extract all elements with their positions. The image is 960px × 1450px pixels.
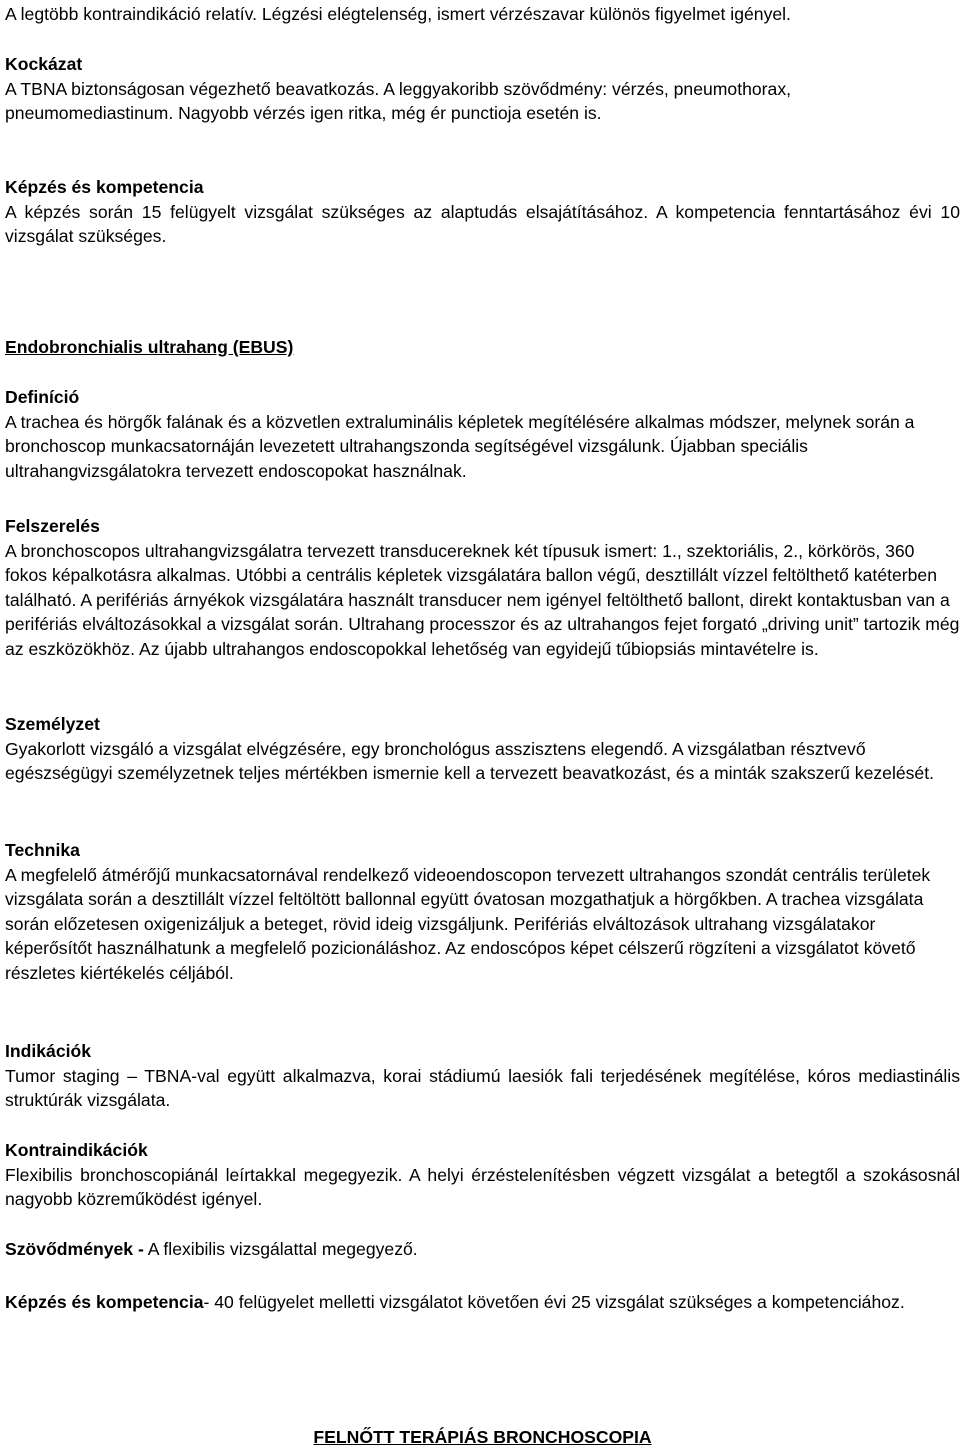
ebus-title-text: Endobronchialis ultrahang (EBUS) (5, 337, 294, 357)
technika-text: A megfelelő átmérőjű munkacsatornával rendelkező videoendoscopon tervezett ultrahangos szondát centrális területek vizsgálata során a desztillált vízzel feltöltött ballonnal együtt óvatosan mozgathatjuk a hörgőkben. A trachea vizsgálata során előzetesen oxigenizáljuk a beteget, rövid ideig vizsgáljunk. Perifériás elváltozások ultrahang vizsgálatakor képerősítőt használhatunk a megfelelő pozicionáláshoz. Az endoscópos képet célszerű rögzíteni a vizsgálatot követő részletes kiértékelés céljából. (5, 864, 931, 983)
technika-section (5, 838, 960, 986)
kepzes-text: A képzés során 15 felügyelt vizsgálat szükséges az alaptudás elsajátításához. A kompetencia fenntartásához évi 10 vizsgálat szükséges. (5, 201, 960, 247)
definicio-heading: Definíció (5, 387, 80, 407)
next-section-title (5, 1425, 960, 1450)
kontraindikaciok-text: Flexibilis bronchoscopiánál leírtakkal megegyezik. A helyi érzéstelenítésben végzett vizsgálat a betegtől a szokásosnál nagyobb közreműködést igényel. (5, 1164, 960, 1210)
felszereles-section (5, 514, 960, 662)
definicio-text: A trachea és hörgők falának és a közvetlen extraluminális képletek megítélésére alkalmas módszer, melynek során a bronchoscop munkacsatornáján levezetett ultrahangszonda segítségével vizsgálunk. Újabban speciális ultrahangvizsgálatokra tervezett endoscopokat használnak. (5, 411, 915, 481)
szemelyzet-section (5, 712, 960, 786)
szovodmenyek-section (5, 1237, 960, 1262)
kepzes2-text: - 40 felügyelet melletti vizsgálatot követően évi 25 vizsgálat szükséges a kompetenciához. (203, 1292, 905, 1312)
szovodmenyek-text: A flexibilis vizsgálattal megegyező. (143, 1239, 418, 1259)
kepzes-heading: Képzés és kompetencia (5, 177, 204, 197)
szemelyzet-heading: Személyzet (5, 714, 100, 734)
ebus-title (5, 335, 960, 360)
felszereles-heading: Felszerelés (5, 516, 100, 536)
technika-heading: Technika (5, 840, 80, 860)
indikaciok-text: Tumor staging – TBNA-val együtt alkalmazva, korai stádiumú laesiók fali terjedésének megítélése, kóros mediastinális struktúrák vizsgálata. (5, 1065, 960, 1111)
intro-text: A legtöbb kontraindikáció relatív. Légzési elégtelenség, ismert vérzészavar különös figyelmet igényel. (5, 4, 791, 24)
felszereles-text: A bronchoscopos ultrahangvizsgálatra tervezett transducereknek két típusuk ismert: 1., szektoriális, 2., körkörös, 360 fokos képalkotásra alkalmas. Utóbbi a centrális képletek vizsgálatára ballon végű, desztillált vízzel feltölthető katéterben található. A perifériás árnyékok vizsgálatára használt transducer nem igényel feltölthető ballont, direkt kontaktusban van a perifériás elváltozásokkal a vizsgálat során. Ultrahang processzor és az ultrahangos fejet forgató „driving unit” tartozik még az eszközökhöz. Az újabb ultrahangos endoscopokkal lehetőség van egyidejű tűbiopsiás mintavételre is. (5, 540, 960, 659)
definicio-section (5, 385, 960, 483)
kockazat-section (5, 52, 960, 126)
kontraindikaciok-heading: Kontraindikációk (5, 1140, 148, 1160)
szovodmenyek-heading: Szövődmények - (5, 1239, 144, 1259)
intro-paragraph (5, 2, 960, 27)
kepzes-section (5, 175, 960, 249)
kockazat-heading: Kockázat (5, 54, 83, 74)
next-section-title-text: FELNŐTT TERÁPIÁS BRONCHOSCOPIA (313, 1427, 652, 1447)
szemelyzet-text: Gyakorlott vizsgáló a vizsgálat elvégzésére, egy bronchológus asszisztens elegendő. A vizsgálatban résztvevő egészségügyi személyzetnek teljes mértékben ismernie kell a tervezett beavatkozást, és a minták szakszerű kezelését. (5, 738, 934, 784)
kepzes2-section (5, 1290, 960, 1315)
kockazat-text: A TBNA biztonságosan végezhető beavatkozás. A leggyakoribb szövődmény: vérzés, pneumothorax, pneumomediastinum. Nagyobb vérzés igen ritka, még ér punctioja esetén is. (5, 78, 792, 124)
kepzes2-heading: Képzés és kompetencia (5, 1292, 204, 1312)
indikaciok-section (5, 1039, 960, 1113)
kontraindikaciok-section (5, 1138, 960, 1212)
indikaciok-heading: Indikációk (5, 1041, 92, 1061)
